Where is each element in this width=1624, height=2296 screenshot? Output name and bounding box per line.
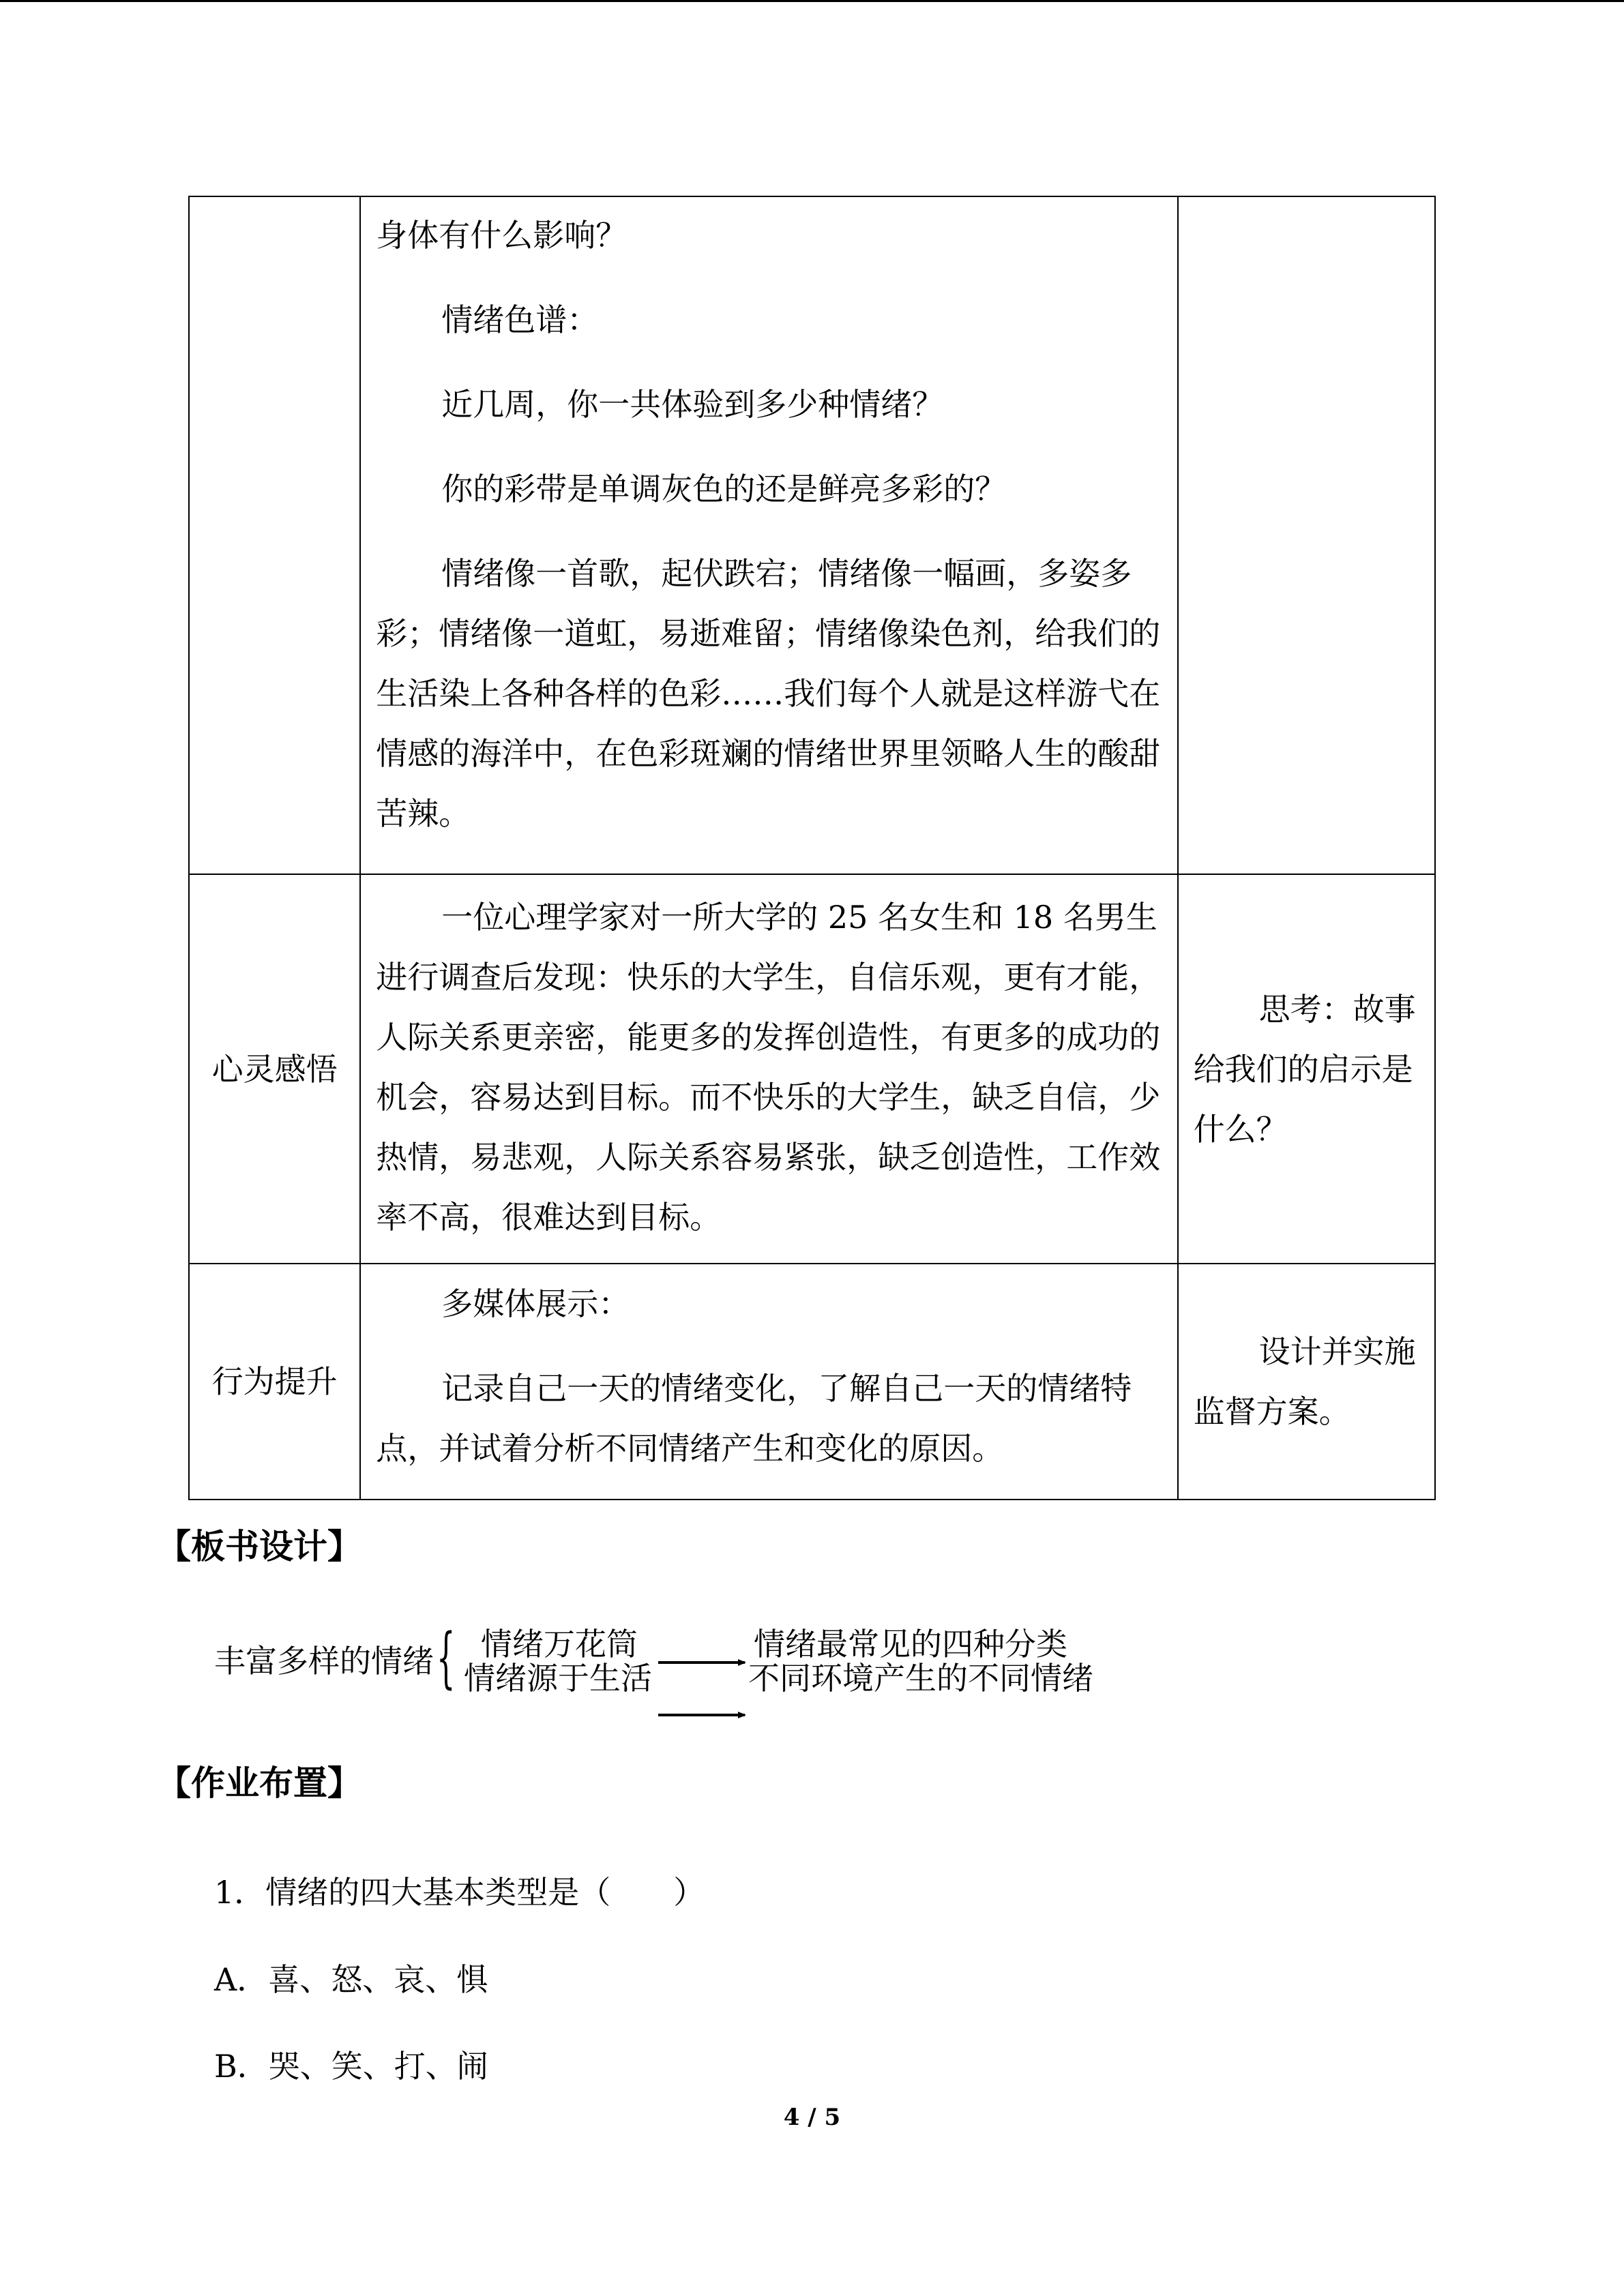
board-main-topic: 丰富多样的情绪 [214, 1643, 434, 1680]
top-rule [0, 0, 1624, 2]
brace-symbol: { [437, 1620, 456, 1696]
stage-cell [189, 196, 360, 874]
table-row [189, 1264, 1435, 1500]
note-text: 思考：故事给我们的启示是什么？ [1193, 990, 1416, 1148]
board-result: 不同环境产生的不同情绪 [748, 1660, 1093, 1697]
note-cell [1178, 874, 1435, 1264]
homework-heading: 【作业布置】 [157, 1763, 361, 1803]
content-paragraph: 情绪色谱： [441, 301, 599, 338]
table-row [189, 874, 1435, 1264]
note-cell [1178, 196, 1435, 874]
content-paragraph: 情绪像一首歌，起伏跌宕；情绪像一幅画，多姿多彩；情绪像一道虹，易逝难留；情绪像染色剂，给我们的生活染上各种各样的色彩……我们每个人就是这样游弋在情感的海洋中，在色彩斑斓的情绪世界里领略人生的酸甜苦辣。 [376, 555, 1161, 832]
content-paragraph: 一位心理学家对一所大学的 25 名女生和 18 名男生进行调查后发现：快乐的大学生，自信乐观，更有才能，人际关系更亲密，能更多的发挥创造性，有更多的成功的机会，容易达到目标。而不快乐的大学生，缺乏自信，少热情，易悲观，人际关系容易紧张，缺乏创造性，工作效率不高，很难达到目标。 [376, 899, 1161, 1236]
stage-cell: 心灵感悟 [189, 874, 360, 1264]
stage-cell: 行为提升 [189, 1264, 360, 1500]
content-cell [360, 196, 1177, 874]
content-paragraph: 你的彩带是单调灰色的还是鲜亮多彩的？ [441, 471, 1007, 507]
content-paragraph: 记录自己一天的情绪变化，了解自己一天的情绪特点，并试着分析不同情绪产生和变化的原因。 [376, 1370, 1132, 1467]
homework-option: B．哭、笑、打、闹 [214, 2048, 488, 2085]
board-design-heading: 【板书设计】 [157, 1527, 361, 1566]
homework-option: A．喜、怒、哀、惧 [214, 1961, 488, 1998]
board-result: 情绪最常见的四种分类 [754, 1626, 1067, 1663]
board-item: 情绪万花筒 [481, 1626, 638, 1663]
content-paragraph: 多媒体展示： [441, 1285, 630, 1322]
note-cell [1178, 1264, 1435, 1500]
lesson-table [188, 196, 1436, 1500]
content-paragraph: 身体有什么影响？ [376, 217, 628, 254]
page-number: 4 / 5 [783, 2104, 841, 2131]
content-cell [360, 1264, 1177, 1500]
board-item: 情绪源于生活 [464, 1660, 652, 1697]
homework-question: 1．情绪的四大基本类型是（ ） [214, 1874, 705, 1911]
note-text: 设计并实施监督方案。 [1193, 1333, 1416, 1430]
content-paragraph: 近几周，你一共体验到多少种情绪？ [441, 386, 944, 423]
table-row [189, 196, 1435, 874]
content-cell [360, 874, 1177, 1264]
